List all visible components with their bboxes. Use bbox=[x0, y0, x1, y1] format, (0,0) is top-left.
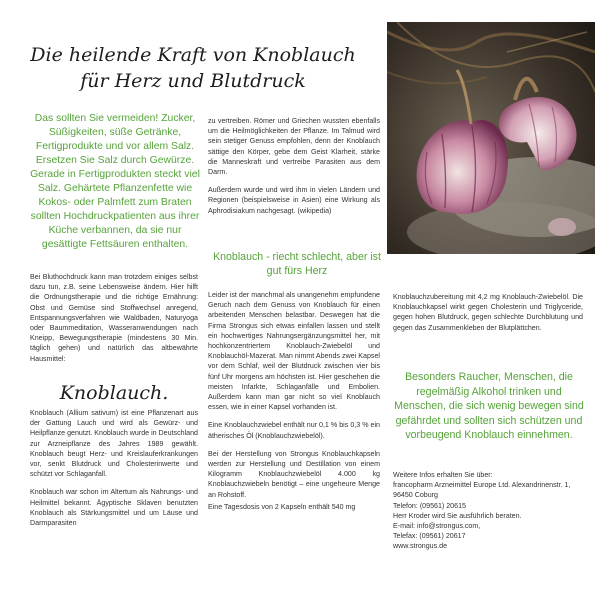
column3-paragraph1: Knoblauchzubereitung mit 4,2 mg Knoblauch-Zwiebelöl. Die Knoblauchkapsel wirkt gegen Cholesterin und Triglyceride, gegen hohen Blutdruck, gegen schlechte Durchblutung und gegen das Zusammenkleben der Blutplättchen. bbox=[393, 293, 583, 332]
column1-paragraph2: Knoblauch (Allium sativum) ist eine Pflanzenart aus der Gattung Lauch und wird als Gewürz- und Heilpflanze genutzt. Knoblauch wurde in Deutschland zur Arzneipflanze des Jahres 1989 gewählt. Knoblauch beugt Herz- und Kreislauferkrankungen vor, senkt Blutdruck und Cholesterinwerte und schützt vor Schlaganfall. bbox=[30, 409, 198, 479]
intro-callout: Das sollten Sie vermeiden! Zucker, Süßigkeiten, süße Getränke, Fertigprodukte und vor allem Salz. Ersetzen Sie Salz durch Gewürze. Gerade in Fertigprodukten steckt viel Salz. Gehärtete Pflanzenfette wie Kokos- oder Palmfett zum Braten sollten Hochdruckpatienten aus ihrer Küche verbannen, da sie nur gesättigte Fettsäuren enthalten. bbox=[30, 113, 200, 250]
column2-body bbox=[208, 290, 380, 520]
column1-paragraph1: Bei Bluthochdruck kann man trotzdem einiges selbst dazu tun, z.B. seine Lebensweise ändern. Hier hilft die Ordnungstherapie und die richtige Ernährung: Obst und Gemüse sind Stoffwechsel anregend, Entspannungsverfahren wie Waldbaden, Naturyoga oder Baummeditation, Wasseranwendungen nach Kneipp, Bewegungstherapie (mindestens 30 Min. täglich gehen) und natürlich das altbewährte Hausmittel: bbox=[30, 273, 198, 363]
garlic-photo bbox=[387, 22, 595, 254]
column2-paragraph1: Leider ist der manchmal als unangenehm empfundene Geruch nach dem Genuss von Knoblauch für einen arbeitenden Menschen belastbar. Deswegen hat die Firma Strongus sich etwas einfallen lassen und stellt ein hochwertiges Nahrungsergänzungsmittel her, mit hochkonzentriertem Knoblauch-Zwiebelöl und Knoblauchöl-Mazerat. Man nimmt Abends zwei Kapsel vor dem Schlaf, weil der Blutdruck zwischen vier bis fünf Uhr morgens am höchsten ist. Hier geschehen die meisten Infarkte, Schlaganfälle und Embolien. Außerdem kann man gar nicht so viel Knoblauch essen, wie in einer Kapsel vorhanden ist. bbox=[208, 291, 380, 412]
column2-top-paragraph2: Außerdem wurde und wird ihm in vielen Ländern und Regionen (beispielsweise in Asien) eine Wirkung als Aphrodisiakum nachgesagt. (wikipedia) bbox=[208, 186, 380, 215]
column1-paragraph3: Knoblauch war schon im Altertum als Nahrungs- und Heilmittel bekannt. Ägyptische Sklaven benutzten Knoblauch als Stärkungsmittel und um Läuse und Darmparasiten bbox=[30, 488, 198, 528]
column2-top-paragraph1: zu vertreiben. Römer und Griechen wussten ebenfalls um die Heilmöglichkeiten der Pflanze. Im Talmud wird sein stetiger Genuss empfohlen, denn der Knoblauch sättige den Körper, gebe dem Geist Klarheit, stärke die Manneskraft und vertreibe Parasiten aus dem Darm. bbox=[208, 117, 380, 177]
green-subheading: Knoblauch - riecht schlecht, aber ist gut fürs Herz bbox=[213, 251, 381, 277]
contact-info bbox=[393, 470, 583, 552]
column1-body bbox=[30, 408, 198, 536]
title-line-1: Die heilende Kraft von Knoblauch bbox=[30, 44, 356, 66]
info-website: www.strongus.de bbox=[393, 542, 448, 551]
info-line-2: francopharm Arzneimittel Europe Ltd. Alexandrinenstr. 1, 96450 Coburg bbox=[393, 481, 571, 500]
column2-paragraph3: Bei der Herstellung von Strongus Knoblauchkapseln werden zur Herstellung und Destillation von einem Kilogramm Knoblauchzwiebelöl 4.000 kg Knoblauchzwiebeln benötigt – eine ungeheure Menge an Rohstoff. bbox=[208, 449, 380, 499]
info-email: E-mail: info@strongus.com, bbox=[393, 522, 481, 531]
knoblauch-heading: Knoblauch. bbox=[59, 382, 169, 404]
info-contact-person: Herr Kroder wird Sie ausführlich beraten. bbox=[393, 511, 522, 520]
info-phone: Telefon: (09561) 20615 bbox=[393, 501, 466, 510]
info-line-1: Weitere Infos erhalten Sie über: bbox=[393, 471, 493, 479]
title-line-2: für Herz und Blutdruck bbox=[80, 70, 306, 92]
column2-top-text bbox=[208, 116, 380, 224]
info-fax: Telefax: (09561) 20617 bbox=[393, 532, 466, 541]
page-title bbox=[28, 42, 358, 94]
smoker-callout: Besonders Raucher, Menschen, die regelmäßig Alkohol trinken und Menschen, die sich wenig bewegen sind gefährdet und sollten sich schützen und vorbeugend Knoblauch einnehmen. bbox=[394, 371, 584, 441]
column2-paragraph4: Eine Tagesdosis von 2 Kapseln enthält 540 mg bbox=[208, 502, 356, 511]
column2-paragraph2: Eine Knoblauchzwiebel enthält nur 0,1 % bis 0,3 % ein ätherisches Öl (Knoblauchzwiebelöl). bbox=[208, 421, 380, 440]
